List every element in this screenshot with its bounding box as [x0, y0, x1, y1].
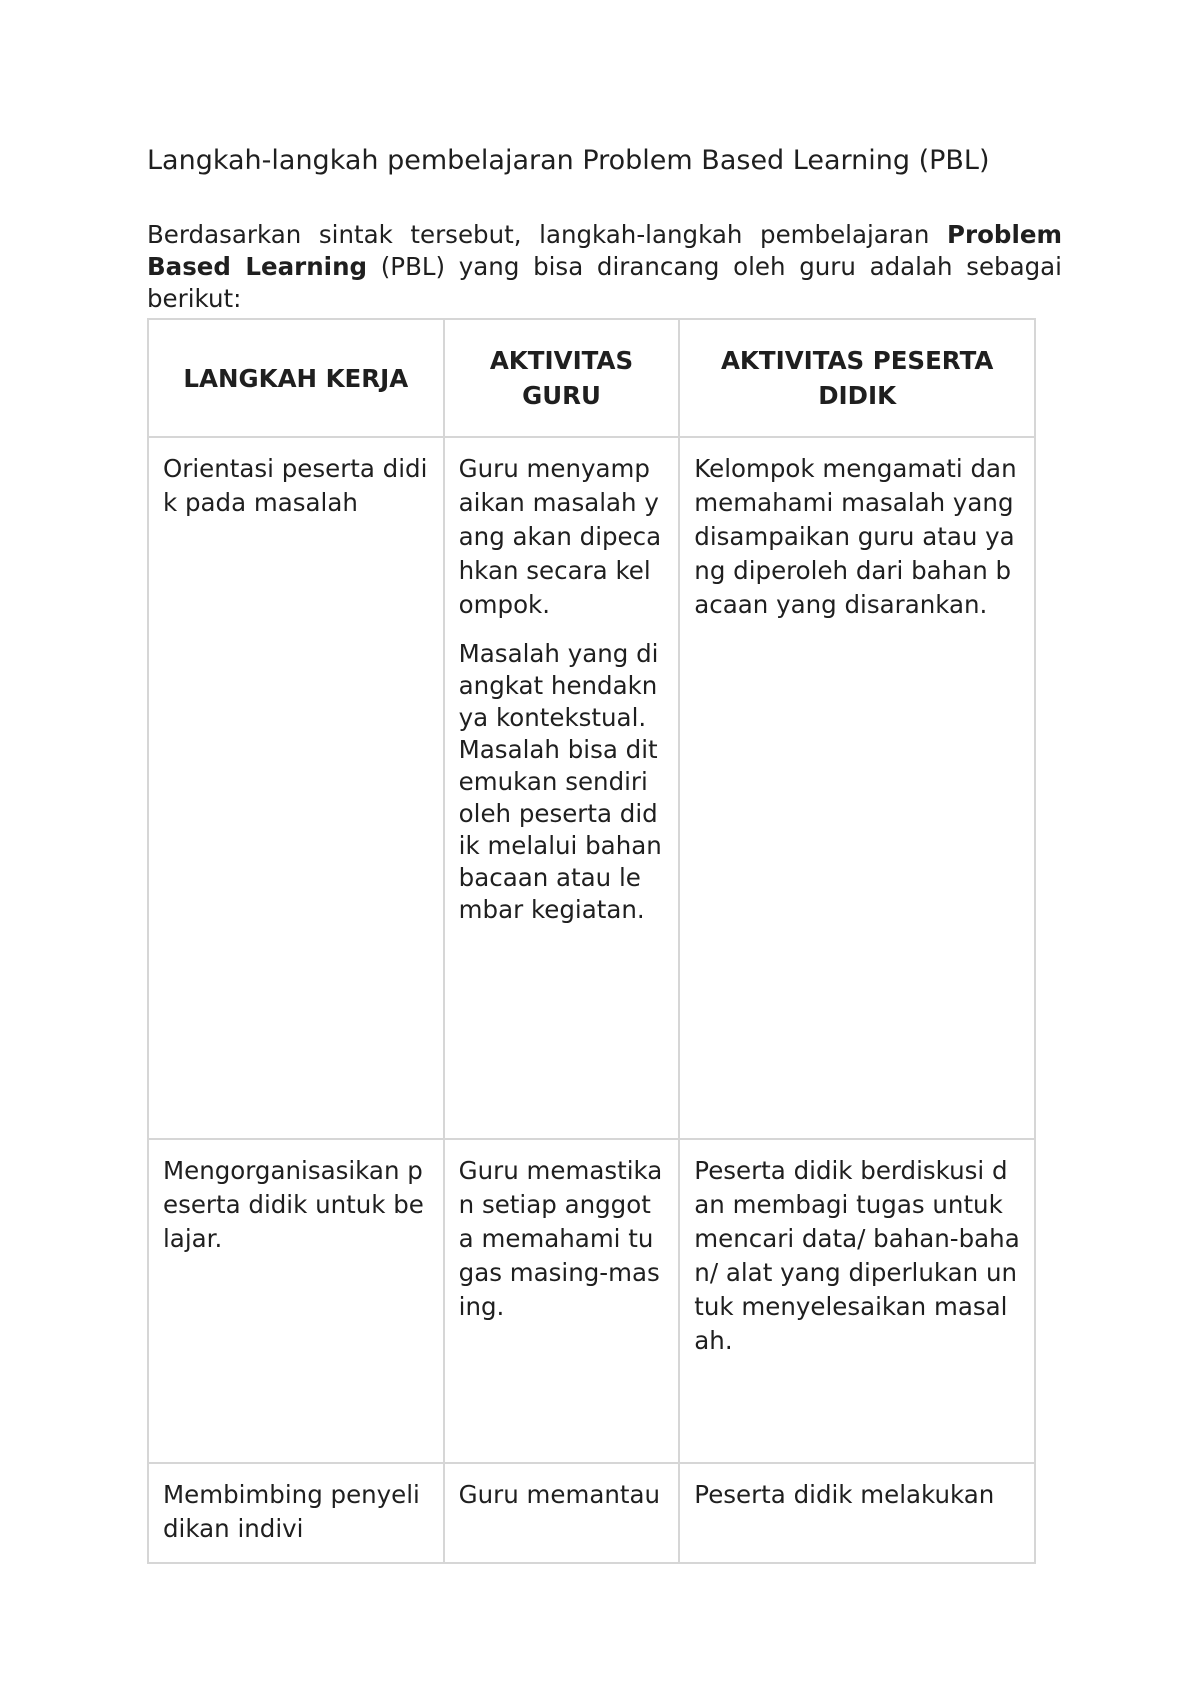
intro-text-end: (PBL) yang bisa dirancang oleh guru adalah sebagai berikut:	[147, 252, 1062, 313]
document-title: Langkah-langkah pembelajaran Problem Based Learning (PBL)	[147, 145, 990, 176]
step-text: Orientasi peserta didik pada masalah	[163, 454, 428, 517]
cell-guru	[444, 1463, 680, 1563]
siswa-text: Kelompok mengamati dan memahami masalah yang disampaikan guru atau yang diperoleh dari bahan bacaan yang disarankan.	[694, 454, 1017, 619]
cell-step	[148, 1463, 444, 1563]
table-header-row	[148, 319, 1035, 437]
guru-text: Guru memantau	[458, 1480, 661, 1509]
table-row	[148, 1463, 1035, 1563]
guru-text: Masalah yang diangkat hendaknya kontekstual. Masalah bisa ditemukan sendiri oleh peserta didik melalui bahan bacaan atau lembar kegiatan.	[458, 639, 662, 924]
cell-guru	[444, 437, 680, 1139]
cell-step	[148, 1139, 444, 1463]
cell-guru	[444, 1139, 680, 1463]
siswa-text: Peserta didik melakukan	[694, 1480, 995, 1509]
header-langkah-kerja: LANGKAH KERJA	[148, 319, 444, 437]
intro-bold-term: Problem Based Learning	[147, 220, 1062, 281]
cell-siswa	[679, 1463, 1035, 1563]
step-text: Mengorganisasikan peserta didik untuk belajar.	[163, 1156, 424, 1253]
step-text: Membimbing penyelidikan indivi	[163, 1480, 420, 1543]
cell-step	[148, 437, 444, 1139]
table-row	[148, 1139, 1035, 1463]
intro-text-start: Berdasarkan sintak tersebut, langkah-langkah pembelajaran	[147, 220, 948, 249]
intro-paragraph	[147, 219, 1062, 315]
header-aktivitas-guru: AKTIVITAS GURU	[444, 319, 680, 437]
cell-siswa	[679, 1139, 1035, 1463]
cell-siswa	[679, 437, 1035, 1139]
pbl-steps-table	[147, 318, 1036, 1564]
table-row	[148, 437, 1035, 1139]
siswa-text: Peserta didik berdiskusi dan membagi tugas untuk mencari data/ bahan-bahan/ alat yang diperlukan untuk menyelesaikan masalah.	[694, 1156, 1020, 1355]
guru-text: Guru menyampaikan masalah yang akan dipecahkan secara kelompok.	[458, 454, 662, 619]
guru-text: Guru memastikan setiap anggota memahami tugas masing-masing.	[458, 1156, 663, 1321]
header-aktivitas-peserta-didik: AKTIVITAS PESERTA DIDIK	[679, 319, 1035, 437]
